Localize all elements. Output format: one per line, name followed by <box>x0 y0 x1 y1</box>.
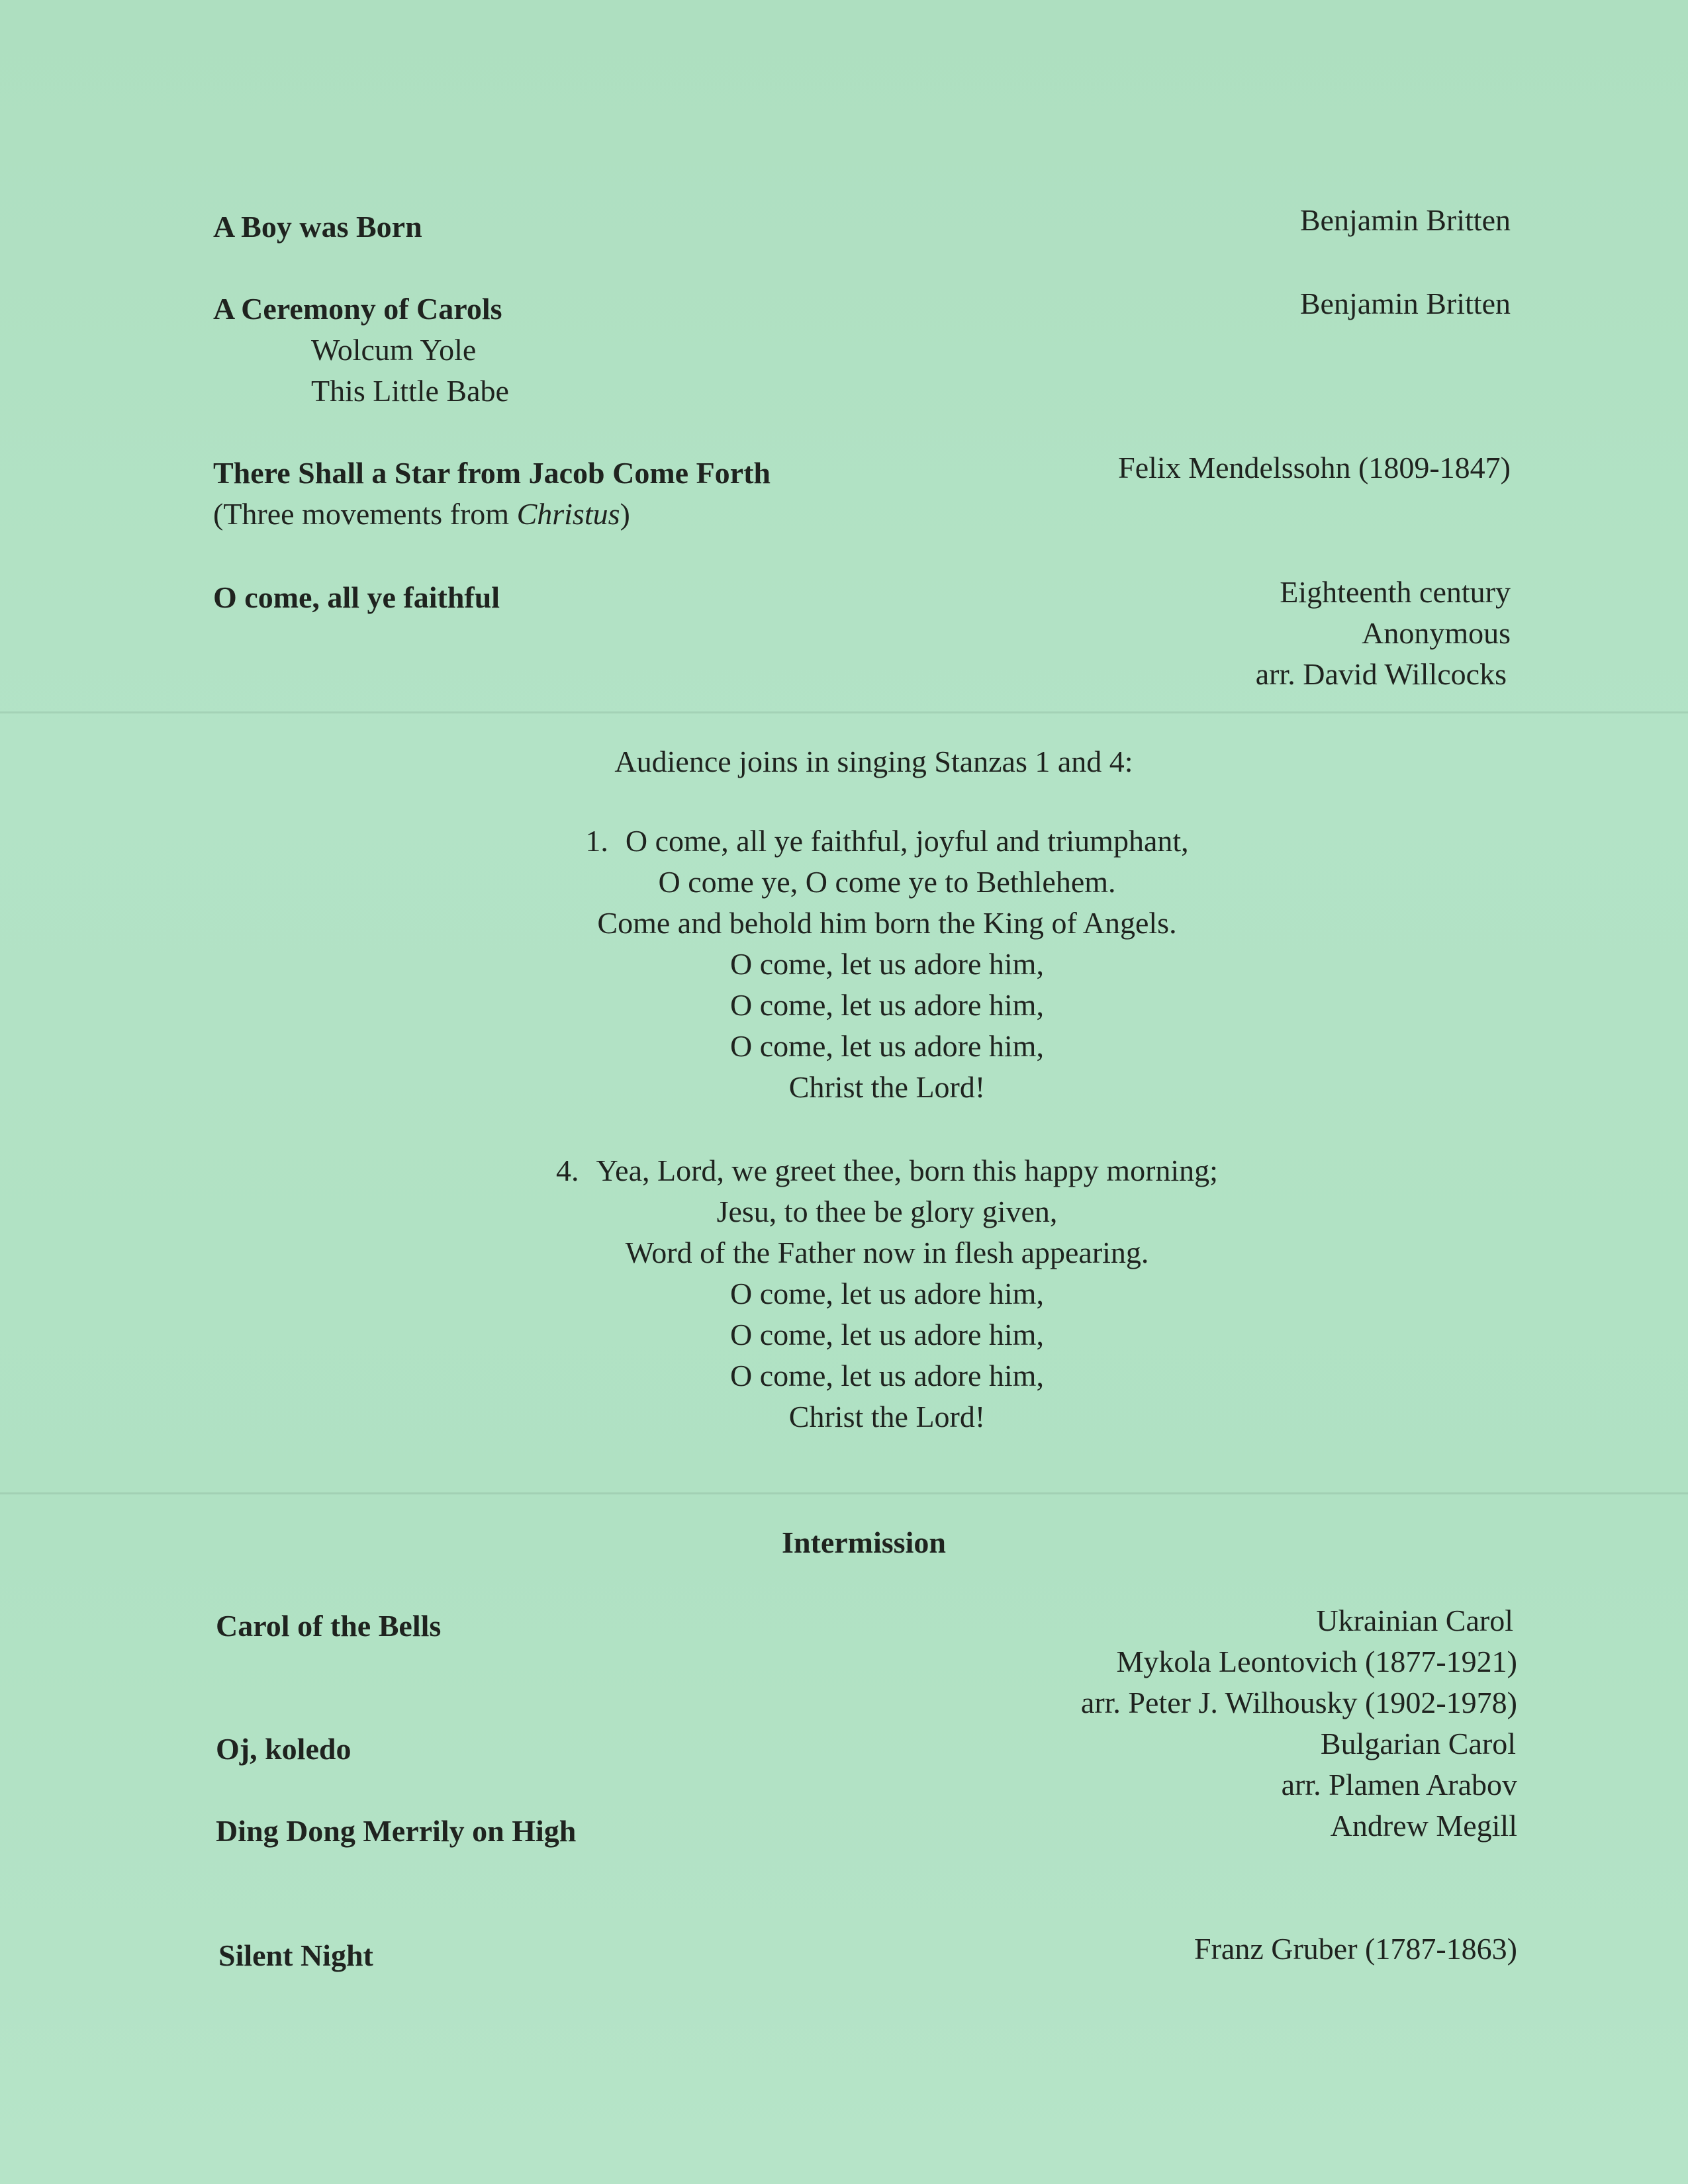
piece-composer-line: Bulgarian Carol <box>1320 1727 1516 1760</box>
piece-subtitle <box>213 494 630 535</box>
subtitle-prefix: (Three movements from <box>213 497 517 531</box>
piece-composer: Franz Gruber (1787-1863) <box>1194 1932 1517 1966</box>
subtitle-italic: Christus <box>516 497 620 531</box>
piece-title: A Ceremony of Carols <box>213 292 502 326</box>
piece-composer-line: arr. David Willcocks <box>1255 657 1507 691</box>
stanza-1-line: Christ the Lord! <box>788 1070 986 1104</box>
piece-title: A Boy was Born <box>213 210 422 244</box>
hymn-text: Yea, Lord, we greet thee, born this happy morning; <box>596 1154 1218 1187</box>
stanza-4-line: O come, let us adore him, <box>730 1277 1044 1310</box>
stanza-1-line: O come, let us adore him, <box>730 988 1044 1022</box>
hymn-text: O come, all ye faithful, joyful and triumphant, <box>625 824 1189 858</box>
subtitle-suffix: ) <box>620 497 630 531</box>
piece-title: O come, all ye faithful <box>213 580 500 614</box>
stanza-1-line: O come, let us adore him, <box>730 1029 1044 1063</box>
stanza-1-line: Come and behold him born the King of Angels. <box>597 906 1177 940</box>
piece-composer: Benjamin Britten <box>1299 203 1511 237</box>
piece-title: Carol of the Bells <box>216 1609 442 1643</box>
audience-note: Audience joins in singing Stanzas 1 and 4: <box>614 745 1133 778</box>
piece-title: Oj, koledo <box>216 1732 352 1766</box>
piece-composer: Felix Mendelssohn (1809-1847) <box>1118 451 1511 484</box>
stanza-1-line: O come, let us adore him, <box>730 947 1044 981</box>
piece-composer-line: arr. Plamen Arabov <box>1281 1768 1517 1801</box>
piece-composer-line: Anonymous <box>1362 616 1511 650</box>
stanza-4-line: Christ the Lord! <box>788 1400 986 1433</box>
piece-title: Ding Dong Merrily on High <box>216 1814 577 1848</box>
piece-composer-line: arr. Peter J. Wilhousky (1902-1978) <box>1080 1686 1517 1719</box>
piece-composer-line: Ukrainian Carol <box>1316 1604 1513 1637</box>
paper-fold-line <box>0 1492 1688 1494</box>
stanza-1-line <box>0 821 1688 862</box>
stanza-4-line: O come, let us adore him, <box>730 1318 1044 1351</box>
stanza-number: 1. <box>585 824 608 858</box>
stanza-number: 4. <box>556 1154 579 1187</box>
stanza-4-line: Word of the Father now in flesh appearing. <box>625 1236 1149 1269</box>
paper-fold-line <box>0 711 1688 713</box>
piece-movement: This Little Babe <box>311 374 509 408</box>
piece-title: There Shall a Star from Jacob Come Forth <box>213 456 771 490</box>
stanza-4-line: O come, let us adore him, <box>730 1359 1044 1392</box>
piece-composer-line: Eighteenth century <box>1280 575 1511 609</box>
stanza-1-line: O come ye, O come ye to Bethlehem. <box>658 865 1116 899</box>
intermission-heading: Intermission <box>782 1525 946 1559</box>
piece-composer-line: Mykola Leontovich (1877-1921) <box>1116 1645 1517 1678</box>
stanza-4-line: Jesu, to thee be glory given, <box>716 1195 1058 1228</box>
piece-movement: Wolcum Yole <box>311 333 477 367</box>
piece-title: Silent Night <box>218 1938 373 1972</box>
stanza-4-line <box>0 1150 1688 1191</box>
piece-composer: Andrew Megill <box>1330 1809 1517 1843</box>
piece-composer: Benjamin Britten <box>1299 287 1511 320</box>
